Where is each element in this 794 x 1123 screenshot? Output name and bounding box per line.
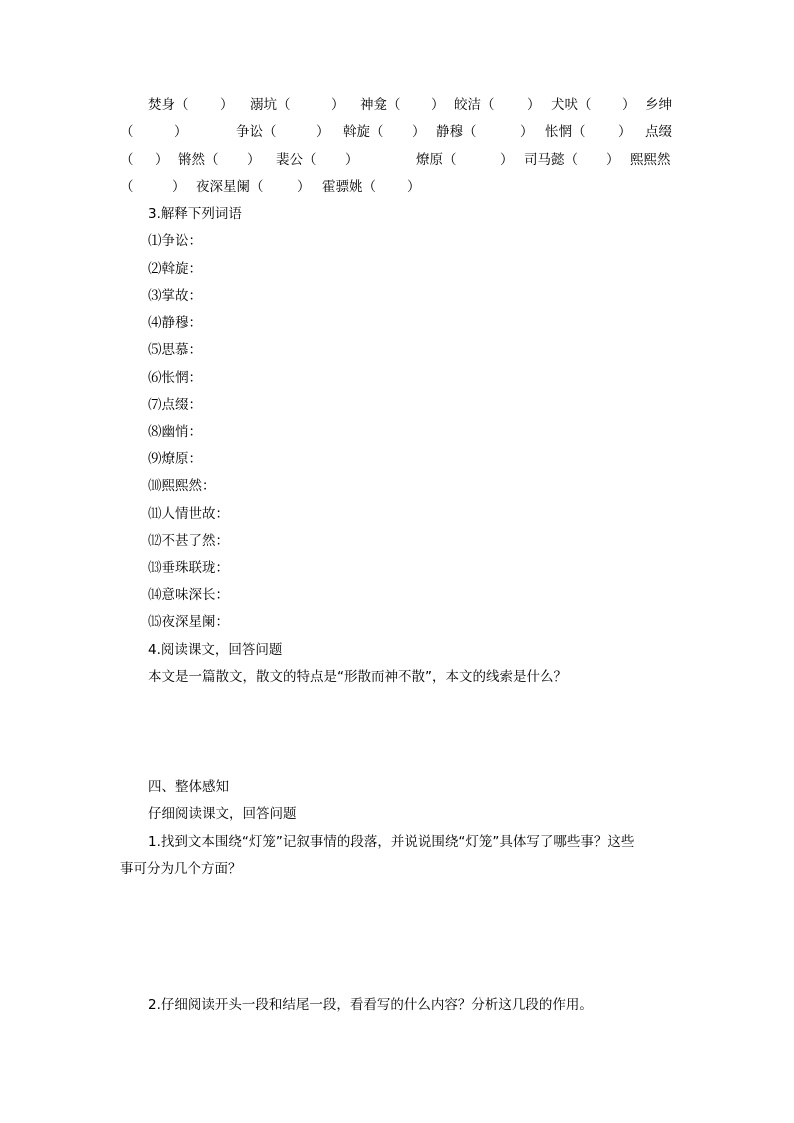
pinyin-close: ） bbox=[606, 152, 620, 168]
pinyin-open: （ bbox=[120, 179, 134, 195]
section4-q1-line2: 事可分为几个方面？ bbox=[120, 861, 242, 877]
section4-q2: 2.仔细阅读开头一段和结尾一段，看看写的什么内容？分析这几段的作用。 bbox=[148, 997, 593, 1013]
pinyin-close: ） bbox=[345, 152, 359, 168]
pinyin-item: 怅惘（ bbox=[545, 124, 586, 140]
definition-item: ⒀垂珠联珑： bbox=[148, 560, 229, 576]
definition-item: ⒁意味深长： bbox=[148, 587, 229, 603]
pinyin-close: ） bbox=[412, 124, 426, 140]
pinyin-item: 争讼（ bbox=[236, 124, 277, 140]
pinyin-close: ） bbox=[316, 124, 330, 140]
pinyin-close: ） bbox=[331, 97, 345, 113]
section4-title: 四、整体感知 bbox=[148, 779, 229, 795]
definition-item: ⑾人情世故： bbox=[148, 506, 229, 522]
definition-item: ⑺点缀： bbox=[148, 397, 202, 413]
pinyin-close: ） bbox=[618, 124, 632, 140]
pinyin-close: ） bbox=[520, 124, 534, 140]
definition-item: ⑹怅惘： bbox=[148, 370, 202, 386]
pinyin-close: ） bbox=[247, 152, 261, 168]
definition-item: ⑵斡旋： bbox=[148, 261, 202, 277]
pinyin-close: ） bbox=[297, 179, 311, 195]
definition-item: ⑷静穆： bbox=[148, 315, 202, 331]
pinyin-item: 乡绅 bbox=[645, 97, 672, 113]
pinyin-row-2 bbox=[0, 121, 794, 143]
definition-item: ⑶掌故： bbox=[148, 288, 202, 304]
pinyin-close: ） bbox=[622, 97, 636, 113]
definition-item: ⒂夜深星阑： bbox=[148, 614, 229, 630]
pinyin-item: 神龛（ bbox=[360, 97, 401, 113]
pinyin-row-1 bbox=[0, 94, 794, 116]
pinyin-item: 犬吠（ bbox=[551, 97, 592, 113]
q3-title: 3.解释下列词语 bbox=[148, 206, 242, 222]
pinyin-item: 熙熙然 bbox=[630, 152, 671, 168]
pinyin-item: 夜深星阑（ bbox=[196, 179, 264, 195]
definition-item: ⑼燎原： bbox=[148, 451, 202, 467]
pinyin-open: （ bbox=[120, 124, 134, 140]
definition-item: ⑽熙熙然： bbox=[148, 478, 216, 494]
pinyin-close: ） bbox=[527, 97, 541, 113]
pinyin-close: ） bbox=[172, 179, 186, 195]
pinyin-item: 点缀 bbox=[645, 124, 672, 140]
pinyin-item: 锵然（ bbox=[178, 152, 219, 168]
pinyin-item: 燎原（ bbox=[416, 152, 457, 168]
definition-item: ⑻幽悄： bbox=[148, 424, 202, 440]
pinyin-item: 霍骠姚（ bbox=[322, 179, 376, 195]
pinyin-item: 溺坑（ bbox=[250, 97, 291, 113]
pinyin-item: 司马懿（ bbox=[524, 152, 578, 168]
pinyin-row-3 bbox=[0, 149, 794, 171]
pinyin-item: 斡旋（ bbox=[343, 124, 384, 140]
pinyin-item: 焚身（ bbox=[148, 97, 189, 113]
section4-q1-line1: 1.找到文本围绕“灯笼”记叙事情的段落，并说说围绕“灯笼”具体写了哪些事？这些 bbox=[148, 834, 635, 850]
pinyin-close: ） bbox=[174, 124, 188, 140]
definition-item: ⑸思慕： bbox=[148, 342, 202, 358]
definition-item: ⑿不甚了然： bbox=[148, 533, 229, 549]
pinyin-item: 皎洁（ bbox=[454, 97, 495, 113]
pinyin-close: ） bbox=[407, 179, 421, 195]
definition-item: ⑴争讼： bbox=[148, 233, 202, 249]
pinyin-close: ） bbox=[500, 152, 514, 168]
q4-text: 本文是一篇散文，散文的特点是“形散而神不散”，本文的线索是什么？ bbox=[148, 669, 567, 685]
q4-title: 4.阅读课文，回答问题 bbox=[148, 642, 283, 658]
pinyin-item: 静穆（ bbox=[436, 124, 477, 140]
section4-intro: 仔细阅读课文，回答问题 bbox=[148, 806, 297, 822]
pinyin-item: 裴公（ bbox=[276, 152, 317, 168]
pinyin-close: ） bbox=[155, 152, 169, 168]
pinyin-close: ） bbox=[431, 97, 445, 113]
pinyin-open: （ bbox=[120, 152, 134, 168]
pinyin-close: ） bbox=[220, 97, 234, 113]
pinyin-row-4 bbox=[0, 176, 794, 198]
